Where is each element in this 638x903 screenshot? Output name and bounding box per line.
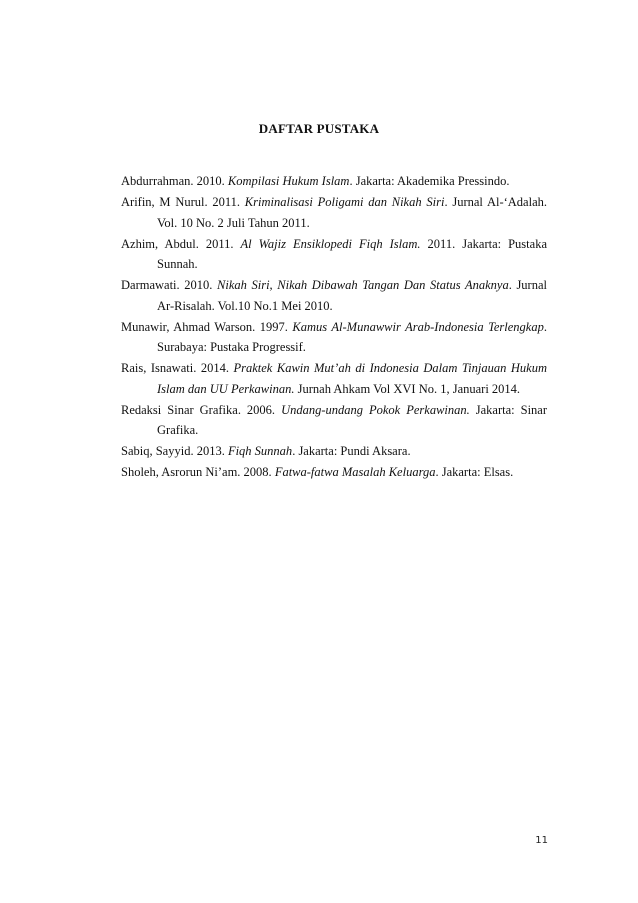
reference-publication: Jakarta: Sinar Grafika. [157,402,548,438]
reference-publication: . Jakarta: Pundi Aksara. [292,444,411,459]
reference-item [121,358,547,399]
reference-publication: . Surabaya: Pustaka Progressif. [157,319,547,355]
reference-title: Nikah Siri, Nikah Dibawah Tangan Dan Status Anaknya [217,278,509,293]
reference-publication: . Jakarta: Akademika Pressindo. [349,174,510,188]
page-title: DAFTAR PUSTAKA [258,121,380,136]
reference-item [121,234,547,275]
reference-title: Praktek Kawin Mut’ah di Indonesia Dalam Tinjauan Hukum Islam dan UU Perkawinan. [157,361,547,396]
reference-author-year: Darmawati. 2010. [121,278,218,293]
reference-title: Fatwa-fatwa Masalah Keluarga [274,465,436,480]
reference-item [121,441,547,462]
reference-author-year: Munawir, Ahmad Warson. 1997. [121,319,293,334]
reference-author-year: Azhim, Abdul. 2011. [121,236,241,251]
reference-item [121,192,547,233]
reference-publication: . Jakarta: Elsas. [435,465,514,480]
reference-publication: 2011. Jakarta: Pustaka Sunnah. [157,236,547,272]
reference-title: Kompilasi Hukum Islam [227,174,350,188]
reference-publication: . Jurnal Ar-Risalah. Vol.10 No.1 Mei 2010. [157,278,547,313]
reference-item [121,171,547,192]
page-number: 11 [535,835,548,846]
reference-title: Kriminalisasi Poligami dan Nikah Siri [244,194,445,209]
reference-publication: . Jurnal Al-‘Adalah. Vol. 10 No. 2 Juli Tahun 2011. [157,194,547,230]
reference-list [121,171,547,483]
reference-item [121,400,547,441]
reference-publication: Jurnah Ahkam Vol XVI No. 1, Januari 2014. [294,381,521,396]
reference-author-year: Abdurrahman. 2010. [121,174,228,188]
reference-author-year: Rais, Isnawati. 2014. [121,361,234,376]
reference-author-year: Sabiq, Sayyid. 2013. [121,444,228,459]
reference-author-year: Arifin, M Nurul. 2011. [121,194,245,209]
reference-title: Undang-undang Pokok Perkawinan. [281,402,470,417]
reference-item [121,275,547,316]
reference-author-year: Redaksi Sinar Grafika. 2006. [121,402,282,417]
reference-title: Fiqh Sunnah [227,444,293,459]
reference-title: Al Wajiz Ensiklopedi Fiqh Islam. [240,236,421,251]
reference-item [121,462,547,483]
reference-title: Kamus Al-Munawwir Arab-Indonesia Terlengkap [292,319,544,334]
reference-item [121,317,547,358]
reference-author-year: Sholeh, Asrorun Ni’am. 2008. [121,465,275,480]
